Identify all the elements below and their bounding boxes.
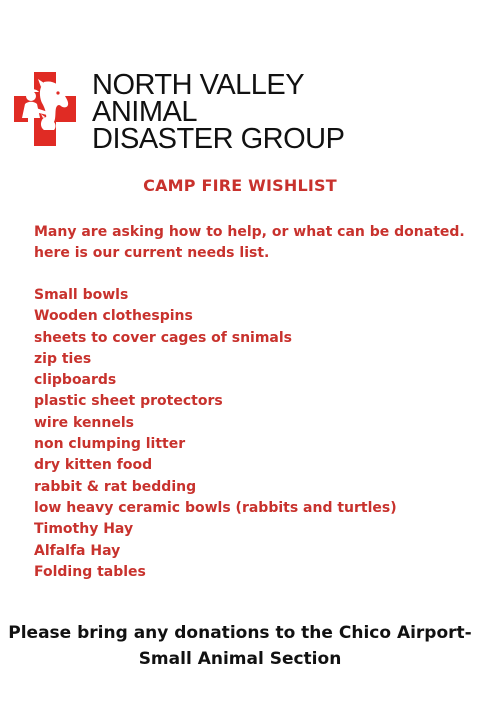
list-item: rabbit & rat bedding xyxy=(34,478,197,495)
org-name-line-2: ANIMAL xyxy=(92,96,197,128)
list-item: non clumping litter xyxy=(34,436,186,453)
list-item: Timothy Hay xyxy=(34,521,134,538)
donation-location-note xyxy=(0,620,480,672)
list-item: zip ties xyxy=(34,350,92,367)
wishlist-title: CAMP FIRE WISHLIST xyxy=(143,176,337,195)
organization-name xyxy=(92,69,345,155)
footer-line-2: Small Animal Section xyxy=(138,649,342,669)
list-item: Small bowls xyxy=(34,287,129,303)
red-cross-horse-person-icon xyxy=(14,70,76,148)
list-item: clipboards xyxy=(34,372,117,389)
org-name-line-1: NORTH VALLEY xyxy=(92,69,305,101)
intro-line-2: here is our current needs list. xyxy=(34,245,270,261)
list-item: Folding tables xyxy=(34,563,146,580)
list-item: wire kennels xyxy=(34,414,134,431)
list-item: sheets to cover cages of snimals xyxy=(34,329,293,346)
list-item: dry kitten food xyxy=(34,457,153,474)
list-item: Alfalfa Hay xyxy=(34,542,121,559)
list-item: low heavy ceramic bowls (rabbits and turtles) xyxy=(34,499,397,516)
list-item: Wooden clothespins xyxy=(34,308,193,325)
list-item: plastic sheet protectors xyxy=(34,393,223,410)
intro-line-1: Many are asking how to help, or what can be donated. xyxy=(34,224,465,240)
footer-line-1: Please bring any donations to the Chico Airport- xyxy=(8,623,472,643)
org-name-line-3: DISASTER GROUP xyxy=(92,123,345,155)
needs-list xyxy=(34,285,397,583)
intro-text xyxy=(34,222,464,264)
